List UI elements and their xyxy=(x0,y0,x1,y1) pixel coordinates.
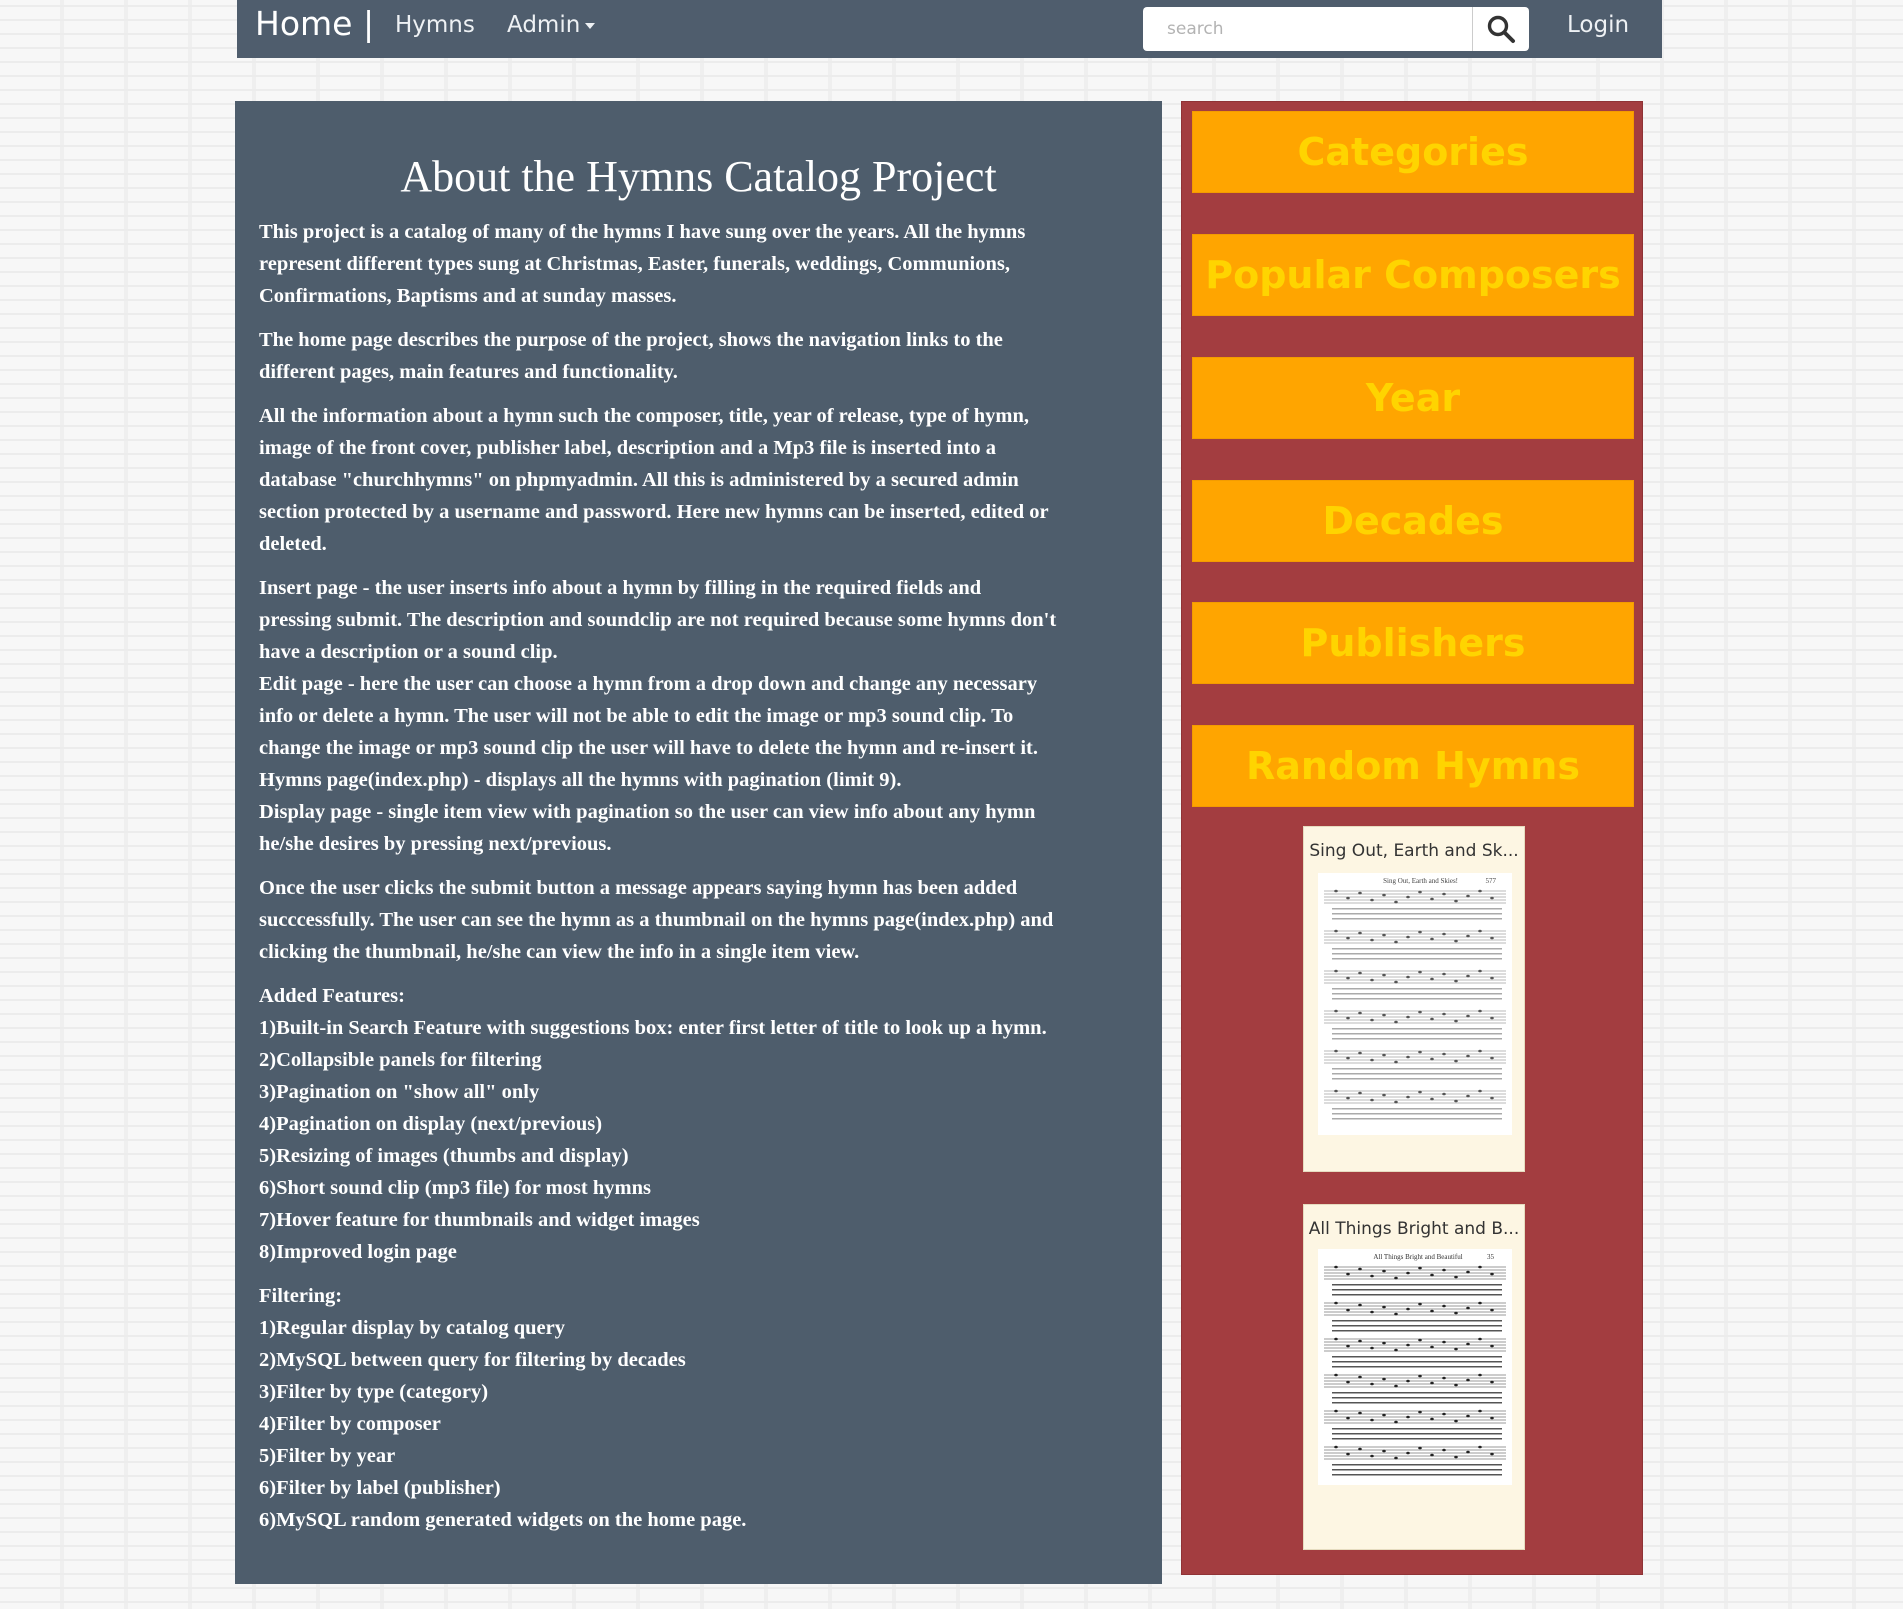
text-line: 7)Hover feature for thumbnails and widget images xyxy=(259,1209,700,1231)
text-line: Confirmations, Baptisms and at sunday masses. xyxy=(259,285,677,307)
nav-admin-dropdown[interactable]: Admin xyxy=(507,12,595,38)
text-line: Insert page - the user inserts info about a hymn by filling in the required fields and xyxy=(259,577,982,599)
search-input[interactable] xyxy=(1143,8,1472,50)
text-line: 3)Pagination on "show all" only xyxy=(259,1081,540,1103)
random-hymns-button[interactable]: Random Hymns xyxy=(1192,725,1634,807)
text-line: This project is a catalog of many of the hymns I have sung over the years. All the hymns xyxy=(259,221,1026,243)
search-form xyxy=(1143,7,1529,51)
text-line: clicking the thumbnail, he/she can view the info in a single item view. xyxy=(259,941,860,963)
text-line: deleted. xyxy=(259,533,327,555)
text-line: pressing submit. The description and soundclip are not required because some hymns don't xyxy=(259,609,1057,631)
decades-button[interactable]: Decades xyxy=(1192,480,1634,562)
text-line: 2)Collapsible panels for filtering xyxy=(259,1049,542,1071)
page-title: About the Hymns Catalog Project xyxy=(400,152,997,201)
text-line: Display page - single item view with pagination so the user can view info about any hymn xyxy=(259,801,1036,823)
text-line: change the image or mp3 sound clip the user will have to delete the hymn and re-insert it. xyxy=(259,737,1038,759)
text-line: Hymns page(index.php) - displays all the hymns with pagination (limit 9). xyxy=(259,769,902,791)
pages-paragraph xyxy=(259,572,1138,860)
sheet-music-thumbnail[interactable] xyxy=(1318,873,1512,1135)
text-line: represent different types sung at Christmas, Easter, funerals, weddings, Communions, xyxy=(259,253,1010,275)
categories-button[interactable]: Categories xyxy=(1192,111,1634,193)
text-line: info or delete a hymn. The user will not be able to edit the image or mp3 sound clip. To xyxy=(259,705,1014,727)
text-line: 5)Resizing of images (thumbs and display) xyxy=(259,1145,629,1167)
home-page-paragraph xyxy=(259,324,1138,388)
year-button[interactable]: Year xyxy=(1192,357,1634,439)
text-line: 4)Filter by composer xyxy=(259,1413,441,1435)
database-paragraph xyxy=(259,400,1138,560)
text-line: Added Features: xyxy=(259,985,405,1007)
text-line: section protected by a username and password. Here new hymns can be inserted, edited or xyxy=(259,501,1049,523)
sheet-title: Sing Out, Earth and Skies! xyxy=(1383,877,1458,885)
home-link[interactable]: Home | xyxy=(255,4,375,43)
text-line: succcessfully. The user can see the hymn as a thumbnail on the hymns page(index.php) and xyxy=(259,909,1054,931)
text-line: 6)Filter by label (publisher) xyxy=(259,1477,501,1499)
widget-title: Sing Out, Earth and Sk... xyxy=(1309,841,1519,861)
text-line: have a description or a sound clip. xyxy=(259,641,558,663)
intro-paragraph xyxy=(259,216,1138,312)
search-icon xyxy=(1486,14,1516,44)
brand-separator: | xyxy=(362,4,375,43)
text-line: 6)Short sound clip (mp3 file) for most hymns xyxy=(259,1177,651,1199)
text-line: image of the front cover, publisher label, description and a Mp3 file is inserted into a xyxy=(259,437,997,459)
sheet-music-thumbnail[interactable] xyxy=(1318,1249,1512,1485)
text-line: database "churchhymns" on phpmyadmin. All this is administered by a secured admin xyxy=(259,469,1019,491)
widget-title: All Things Bright and B... xyxy=(1308,1219,1520,1239)
sheet-title: All Things Bright and Beautiful xyxy=(1373,1253,1463,1261)
caret-down-icon xyxy=(585,23,595,29)
navbar xyxy=(237,0,1662,58)
text-line: Edit page - here the user can choose a hymn from a drop down and change any necessary xyxy=(259,673,1038,695)
text-line: different pages, main features and functionality. xyxy=(259,361,678,383)
random-hymn-widget[interactable] xyxy=(1303,1204,1525,1550)
text-line: 4)Pagination on display (next/previous) xyxy=(259,1113,603,1135)
search-button[interactable] xyxy=(1472,7,1529,51)
sheet-number: 577 xyxy=(1485,877,1496,885)
text-line: 1)Built-in Search Feature with suggestions box: enter first letter of title to look up a hymn. xyxy=(259,1017,1047,1039)
text-line: 6)MySQL random generated widgets on the home page. xyxy=(259,1509,747,1531)
text-line: 3)Filter by type (category) xyxy=(259,1381,489,1403)
text-line: 5)Filter by year xyxy=(259,1445,396,1467)
text-line: Filtering: xyxy=(259,1285,343,1307)
text-line: 8)Improved login page xyxy=(259,1241,457,1263)
features-list xyxy=(259,980,1138,1268)
text-line: Once the user clicks the submit button a message appears saying hymn has been added xyxy=(259,877,1018,899)
submit-paragraph xyxy=(259,872,1138,968)
text-line: All the information about a hymn such the composer, title, year of release, type of hymn, xyxy=(259,405,1030,427)
login-link[interactable]: Login xyxy=(1567,12,1630,38)
sidebar xyxy=(1181,101,1643,1575)
publishers-button[interactable]: Publishers xyxy=(1192,602,1634,684)
text-line: he/she desires by pressing next/previous. xyxy=(259,833,612,855)
about-panel xyxy=(235,101,1162,1584)
random-hymn-widget[interactable] xyxy=(1303,826,1525,1172)
popular-composers-button[interactable]: Popular Composers xyxy=(1192,234,1634,316)
text-line: 1)Regular display by catalog query xyxy=(259,1317,565,1339)
text-line: 2)MySQL between query for filtering by decades xyxy=(259,1349,686,1371)
sheet-number: 35 xyxy=(1487,1253,1494,1261)
nav-hymns-link[interactable]: Hymns xyxy=(395,12,475,38)
filtering-list xyxy=(259,1280,1138,1536)
text-line: The home page describes the purpose of the project, shows the navigation links to the xyxy=(259,329,1003,351)
